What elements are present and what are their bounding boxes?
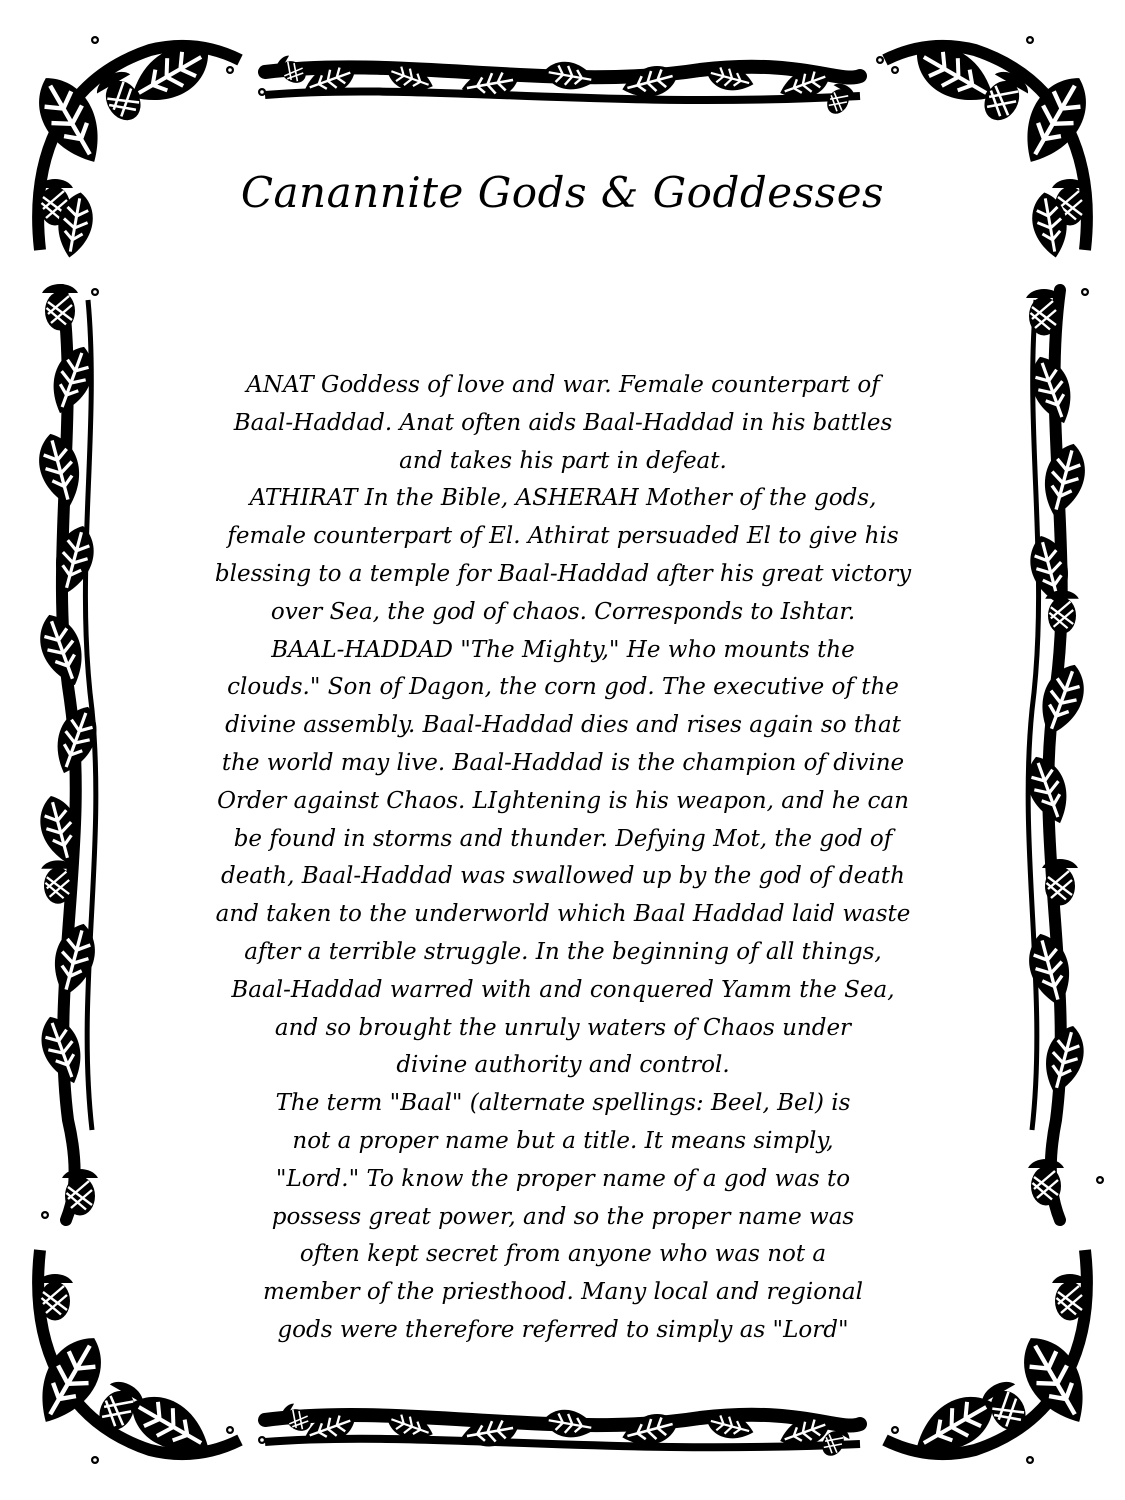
text-line: divine authority and control. — [396, 1052, 730, 1079]
page-title: Canannite Gods & Goddesses — [240, 168, 885, 217]
text-line: clouds." Son of Dagon, the corn god. The executive of the — [227, 674, 899, 701]
text-line: after a terrible struggle. In the beginning of all things, — [244, 938, 882, 965]
bottom-border-band — [258, 1401, 860, 1461]
text-line: ATHIRAT In the Bible, ASHERAH Mother of the gods, — [249, 485, 877, 512]
text-line: death, Baal-Haddad was swallowed up by the god of death — [221, 863, 905, 890]
top-border-band — [258, 53, 884, 119]
text-line: Order against Chaos. LIghtening is his weapon, and he can — [217, 787, 909, 814]
text-line: be found in storms and thunder. Defying Mot, the god of — [233, 825, 893, 852]
body-text — [118, 367, 1008, 1350]
text-line: member of the priesthood. Many local and regional — [263, 1279, 863, 1306]
text-line: the world may live. Baal-Haddad is the champion of divine — [221, 749, 905, 776]
text-line: Baal-Haddad warred with and conquered Yamm the Sea, — [231, 976, 895, 1003]
text-line: divine assembly. Baal-Haddad dies and rises again so that — [225, 712, 901, 739]
text-line: BAAL-HADDAD "The Mighty," He who mounts the — [271, 636, 855, 663]
text-line: gods were therefore referred to simply as "Lord" — [277, 1316, 849, 1343]
text-line: over Sea, the god of chaos. Corresponds to Ishtar. — [270, 598, 856, 625]
text-line: not a proper name but a title. It means simply, — [292, 1127, 834, 1154]
text-line: The term "Baal" (alternate spellings: Beel, Bel) is — [275, 1090, 851, 1117]
text-line: and taken to the underworld which Baal Haddad laid waste — [215, 901, 911, 928]
top-left-corner-ornament — [24, 33, 240, 260]
text-line: female counterpart of El. Athirat persuaded El to give his — [227, 523, 899, 550]
right-border-vine — [1019, 288, 1104, 1220]
text-line: Baal-Haddad. Anat often aids Baal-Haddad in his battles — [233, 409, 893, 436]
text-line: ANAT Goddess of love and war. Female counterpart of — [246, 372, 880, 398]
left-border-vine — [31, 284, 105, 1220]
text-line: and takes his part in defeat. — [399, 447, 727, 474]
text-line: often kept secret from anyone who was not a — [299, 1241, 827, 1268]
top-right-corner-ornament — [885, 33, 1101, 260]
text-line: and so brought the unruly waters of Chaos under — [274, 1014, 852, 1041]
text-line: possess great power, and so the proper name was — [271, 1203, 855, 1230]
text-line: blessing to a temple for Baal-Haddad after his great victory — [214, 560, 912, 587]
text-line: "Lord." To know the proper name of a god was to — [275, 1165, 851, 1192]
